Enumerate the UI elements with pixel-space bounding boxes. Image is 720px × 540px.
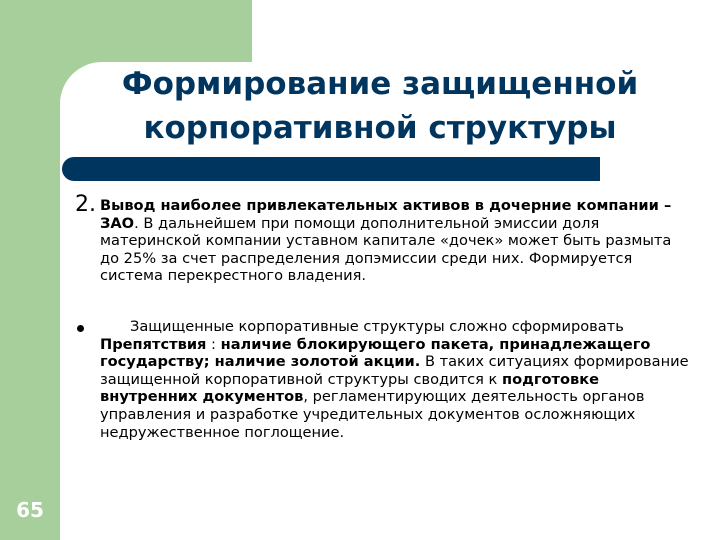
paragraph-2-text-a: Защищенные корпоративные структуры сложно сформировать [130, 318, 624, 335]
title-line-2: корпоративной структуры [143, 110, 617, 146]
paragraph-2-bold-c: подготовке внутренних документов [100, 370, 600, 406]
paragraph-1-bold-lead: Вывод наиболее привлекательных активов в дочерние компании –ЗАО [100, 197, 672, 232]
paragraph-2-bold-a: Препятствия [100, 335, 207, 353]
paragraph-2-text-d: , регламентирующих деятельность органов управления и разработке учредительных документов осложняющих недружественное поглощение. [100, 388, 645, 441]
title-line-1: Формирование защищенной [121, 66, 639, 102]
top-accent-block [0, 0, 252, 62]
left-accent-column [0, 0, 60, 540]
paragraph-2-text-c: В таких ситуациях формирование защищенной корпоративной структуры сводится к [100, 353, 689, 388]
title-underline-bar [62, 157, 600, 181]
slide-number: 65 [16, 498, 44, 522]
slide-title [80, 62, 680, 150]
bullet-dot-icon [77, 325, 84, 332]
paragraph-2 [100, 318, 694, 441]
paragraph-2-bold-b: наличие блокирующего пакета, принадлежащего государству; наличие золотой акции. [100, 335, 651, 371]
paragraph-2-indent [100, 318, 130, 335]
paragraph-1-text: . В дальнейшем при помощи дополнительной эмиссии доля материнской компании уставном капитале «дочек» может быть размыта до 25% за счет распределения допэмиссии среди них. Формируется система перекрестного владения. [100, 214, 672, 285]
paragraph-2-text-b: : [206, 335, 221, 353]
item-number: 2. [75, 192, 96, 217]
paragraph-1 [100, 197, 694, 285]
